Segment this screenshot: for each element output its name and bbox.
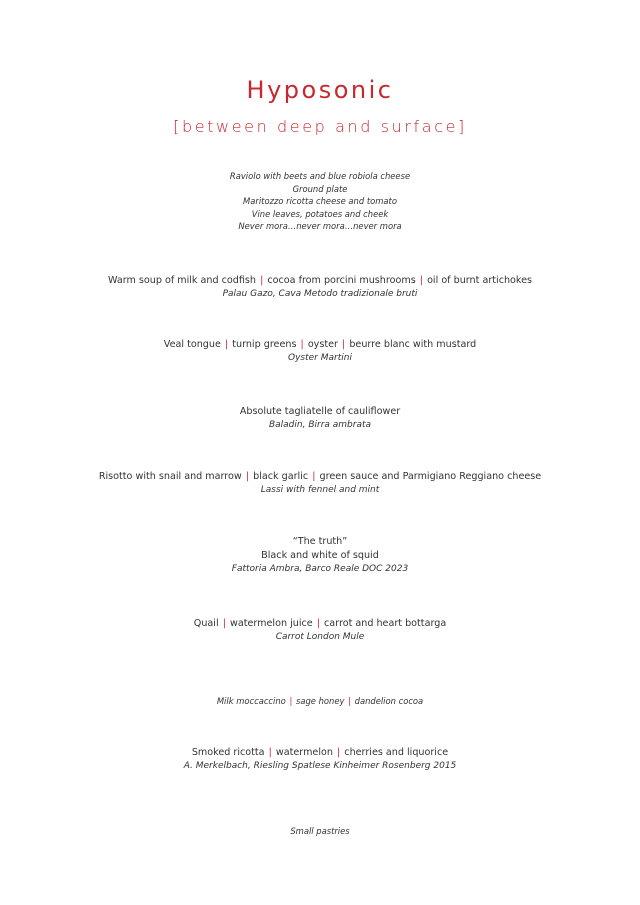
separator: | — [316, 618, 320, 629]
course-part: oyster — [307, 339, 338, 350]
course-8 — [0, 746, 640, 773]
course-pairing: Oyster Martini — [288, 353, 352, 363]
course-pairing: Lassi with fennel and mint — [260, 485, 380, 495]
appetizers-list — [0, 170, 640, 233]
course-2 — [0, 338, 640, 365]
course-pairing: A. Merkelbach, Riesling Spatlese Kinheimer Rosenberg 2015 — [183, 761, 457, 771]
course-description — [0, 470, 640, 484]
course-description — [0, 617, 640, 631]
separator: | — [222, 618, 226, 629]
course-pairing: Carrot London Mule — [275, 632, 365, 642]
course-pairing: Palau Gazo, Cava Metodo tradizionale bruti — [222, 289, 418, 299]
course-description: Black and white of squid — [261, 550, 379, 561]
course-description — [0, 274, 640, 288]
course-part: watermelon juice — [230, 618, 313, 629]
course-1 — [0, 274, 640, 301]
closing-item: Small pastries — [290, 826, 350, 836]
course-description — [0, 338, 640, 352]
separator: | — [260, 275, 264, 286]
separator: | — [245, 471, 250, 482]
course-pairing: Fattoria Ambra, Barco Reale DOC 2023 — [231, 564, 409, 574]
course-part: Quail — [193, 618, 219, 629]
appetizer-item: Raviolo with beets and blue robiola cheese — [229, 171, 411, 181]
course-part: cherries and liquorice — [344, 747, 449, 758]
course-part: green sauce and Parmigiano Reggiano cheese — [319, 471, 542, 482]
separator: | — [419, 275, 423, 286]
course-part: beurre blanc with mustard — [349, 339, 477, 350]
appetizer-item: Vine leaves, potatoes and cheek — [251, 208, 389, 219]
separator: | — [312, 471, 316, 482]
course-part: Smoked ricotta — [191, 747, 265, 758]
separator: | — [268, 747, 272, 758]
menu-title: Hyposonic — [246, 76, 394, 104]
separator: | — [342, 339, 346, 350]
course-part: Veal tongue — [163, 339, 221, 350]
separator: | — [348, 696, 351, 706]
separator: | — [337, 747, 341, 758]
course-7 — [0, 695, 640, 708]
separator: | — [300, 339, 304, 350]
closing — [0, 825, 640, 838]
course-description: Absolute tagliatelle of cauliflower — [239, 406, 401, 417]
course-4 — [0, 470, 640, 497]
course-6 — [0, 617, 640, 644]
appetizer-item: Ground plate — [292, 183, 348, 194]
course-part: turnip greens — [232, 339, 297, 350]
course-part: oil of burnt artichokes — [427, 275, 533, 286]
course-part: black garlic — [253, 471, 309, 482]
course-part: sage honey — [295, 696, 345, 706]
appetizer-item: Never mora…never mora…never mora — [238, 221, 402, 231]
course-part: carrot and heart bottarga — [324, 618, 447, 629]
course-quote: “The truth” — [292, 536, 348, 547]
course-5 — [0, 535, 640, 576]
course-pairing: Baladin, Birra ambrata — [268, 420, 372, 430]
course-description — [0, 695, 640, 708]
menu-subtitle: [between deep and surface] — [173, 117, 467, 136]
course-part: Warm soup of milk and codfish — [107, 275, 256, 286]
course-description — [0, 746, 640, 760]
course-part: watermelon — [275, 747, 333, 758]
appetizer-item: Maritozzo ricotta cheese and tomato — [243, 196, 397, 206]
course-3 — [0, 405, 640, 432]
course-part: Milk moccaccino — [216, 696, 286, 706]
course-part: dandelion cocoa — [354, 696, 424, 706]
separator: | — [224, 339, 229, 350]
course-part: cocoa from porcini mushrooms — [267, 275, 416, 286]
course-part: Risotto with snail and marrow — [98, 471, 242, 482]
separator: | — [289, 696, 293, 706]
